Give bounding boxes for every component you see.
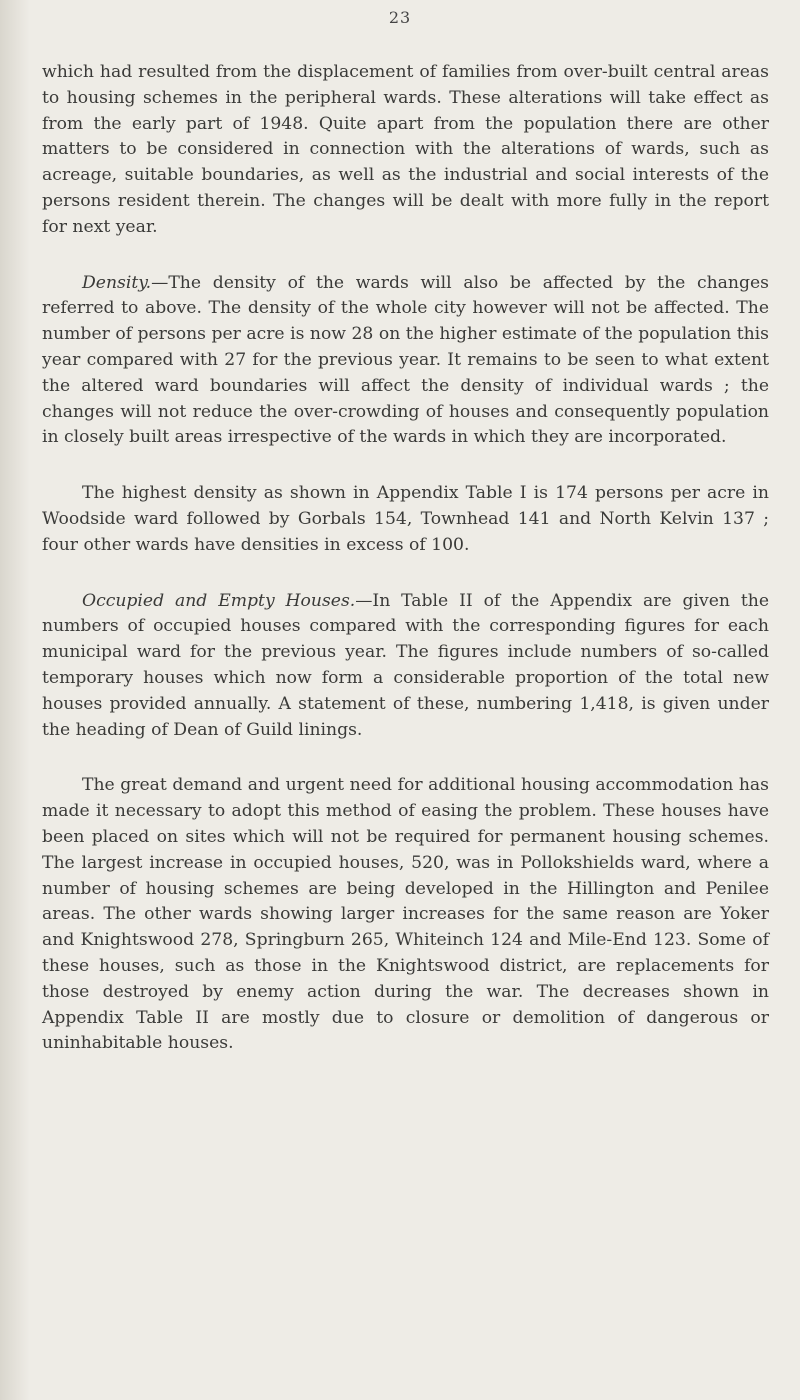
page-binding-shadow [0,0,30,1400]
paragraph-text: The great demand and urgent need for additional housing accommodation has made it necessary to adopt this method of easing the problem. These houses have been placed on sites which will not be required for permanent housing schemes. The largest increase in occupied houses, 520, was in Pollokshields ward, where a number of housing schemes are being developed in the Hillington and Penilee areas. The other wards showing larger increases for the same reason are Yoker and Knightswood 278, Springburn 265, Whiteinch 124 and Mile-End 123. Some of these houses, such as those in the Knightswood district, are replacements for those destroyed by enemy action during the war. The decreases shown in Appendix Table II are mostly due to closure or demolition of dangerous or uninhabitable houses. [42,775,769,1054]
paragraph-text: —In Table II of the Appendix are given the numbers of occupied houses compared with the corresponding figures for each municipal ward for the previous year. The figures include numbers of so-called temporary houses which now form a considerable proportion of the total new houses provided annually. A statement of these, numbering 1,418, is given under the heading of Dean of Guild linings. [42,590,769,740]
paragraph-highest-density [42,481,769,558]
paragraph-text: which had resulted from the displacement of families from over-built central areas to housing schemes in the peripheral wards. These alterations will take effect as from the early part of 1948. Quite apart from the population there are other matters to be considered in connection with the alterations of wards, such as acreage, suitable boundaries, as well as the industrial and social interests of the persons resident therein. The changes will be dealt with more fully in the report for next year. [42,62,769,237]
page-number: 23 [388,8,412,27]
paragraph-housing-demand [42,773,769,1057]
body-text [42,60,769,1087]
run-in-heading-density: Density. [82,272,152,293]
run-in-heading-occupied-houses: Occupied and Empty Houses. [82,590,356,611]
paragraph-text: —The density of the wards will also be affected by the changes referred to above. The density of the whole city however will not be affected. The number of persons per acre is now 28 on the higher estimate of the population this year compared with 27 for the previous year. It remains to be seen to what extent the altered ward boundaries will affect the density of individual wards ; the changes will not reduce the over-crowding of houses and consequently population in closely built areas irrespective of the wards in which they are incorporated. [42,272,769,448]
paragraph-density [42,271,769,452]
paragraph-continuation [42,60,769,241]
paragraph-occupied-houses [42,589,769,744]
paragraph-text: The highest density as shown in Appendix Table I is 174 persons per acre in Woodside ward followed by Gorbals 154, Townhead 141 and North Kelvin 137 ; four other wards have densities in excess of 100. [42,483,769,555]
